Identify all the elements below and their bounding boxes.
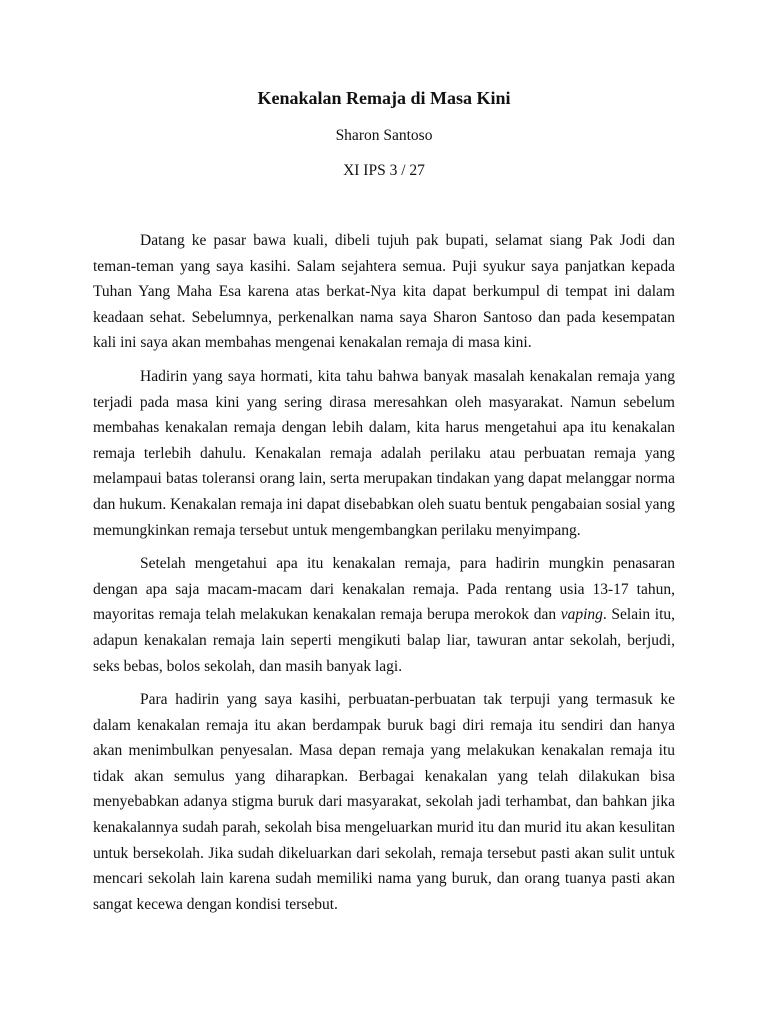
class-info: XI IPS 3 / 27 (343, 162, 425, 179)
paragraph-types-text-start: Setelah mengetahui apa itu kenakalan remaja, para hadirin mungkin penasaran dengan apa saja macam-macam dari kenakalan remaja. Pada rentang usia 13-17 tahun, mayoritas remaja telah melakukan kenakalan remaja berupa merokok dan (93, 555, 675, 624)
paragraph-definition: Hadirin yang saya hormati, kita tahu bahwa banyak masalah kenakalan remaja yang terjadi pada masa kini yang sering dirasa meresahkan oleh masyarakat. Namun sebelum membahas kenakalan remaja dengan lebih dalam, kita harus mengetahui apa itu kenakalan remaja terlebih dahulu. Kenakalan remaja adalah perilaku atau perbuatan remaja yang melampaui batas toleransi orang lain, serta merupakan tindakan yang dapat melanggar norma dan hukum. Kenakalan remaja ini dapat disebabkan oleh suatu bentuk pengabaian sosial yang memungkinkan remaja tersebut untuk mengembangkan perilaku menyimpang. (93, 367, 675, 539)
author-name: Sharon Santoso (335, 127, 433, 144)
document-title: Kenakalan Remaja di Masa Kini (257, 88, 511, 108)
paragraph-types (93, 551, 675, 679)
paragraph-impact: Para hadirin yang saya kasihi, perbuatan-perbuatan tak terpuji yang termasuk ke dalam kenakalan remaja itu akan berdampak buruk bagi diri remaja itu sendiri dan hanya akan menimbulkan penyesalan. Masa depan remaja yang melakukan kenakalan remaja itu tidak akan semulus yang diharapkan. Berbagai kenakalan yang telah dilakukan bisa menyebabkan adanya stigma buruk dari masyarakat, sekolah jadi terhambat, dan bahkan jika kenakalannya sudah parah, sekolah bisa mengeluarkan murid itu dan murid itu akan kesulitan untuk bersekolah. Jika sudah dikeluarkan dari sekolah, remaja tersebut pasti akan sulit untuk mencari sekolah lain karena sudah memiliki nama yang buruk, dan orang tuanya pasti akan sangat kecewa dengan kondisi tersebut. (93, 691, 675, 913)
document-body (93, 228, 675, 925)
paragraph-types-text-end: . Selain itu, adapun kenakalan remaja lain seperti mengikuti balap liar, tawuran antar sekolah, berjudi, seks bebas, bolos sekolah, dan masih banyak lagi. (93, 606, 676, 675)
paragraph-types-italic-term: vaping (560, 606, 603, 624)
paragraph-opening: Datang ke pasar bawa kuali, dibeli tujuh pak bupati, selamat siang Pak Jodi dan teman-teman yang saya kasihi. Salam sejahtera semua. Puji syukur saya panjatkan kepada Tuhan Yang Maha Esa karena atas berkat-Nya kita dapat berkumpul di tempat ini dalam keadaan sehat. Sebelumnya, perkenalkan nama saya Sharon Santoso dan pada kesempatan kali ini saya akan membahas mengenai kenakalan remaja di masa kini. (93, 232, 675, 352)
